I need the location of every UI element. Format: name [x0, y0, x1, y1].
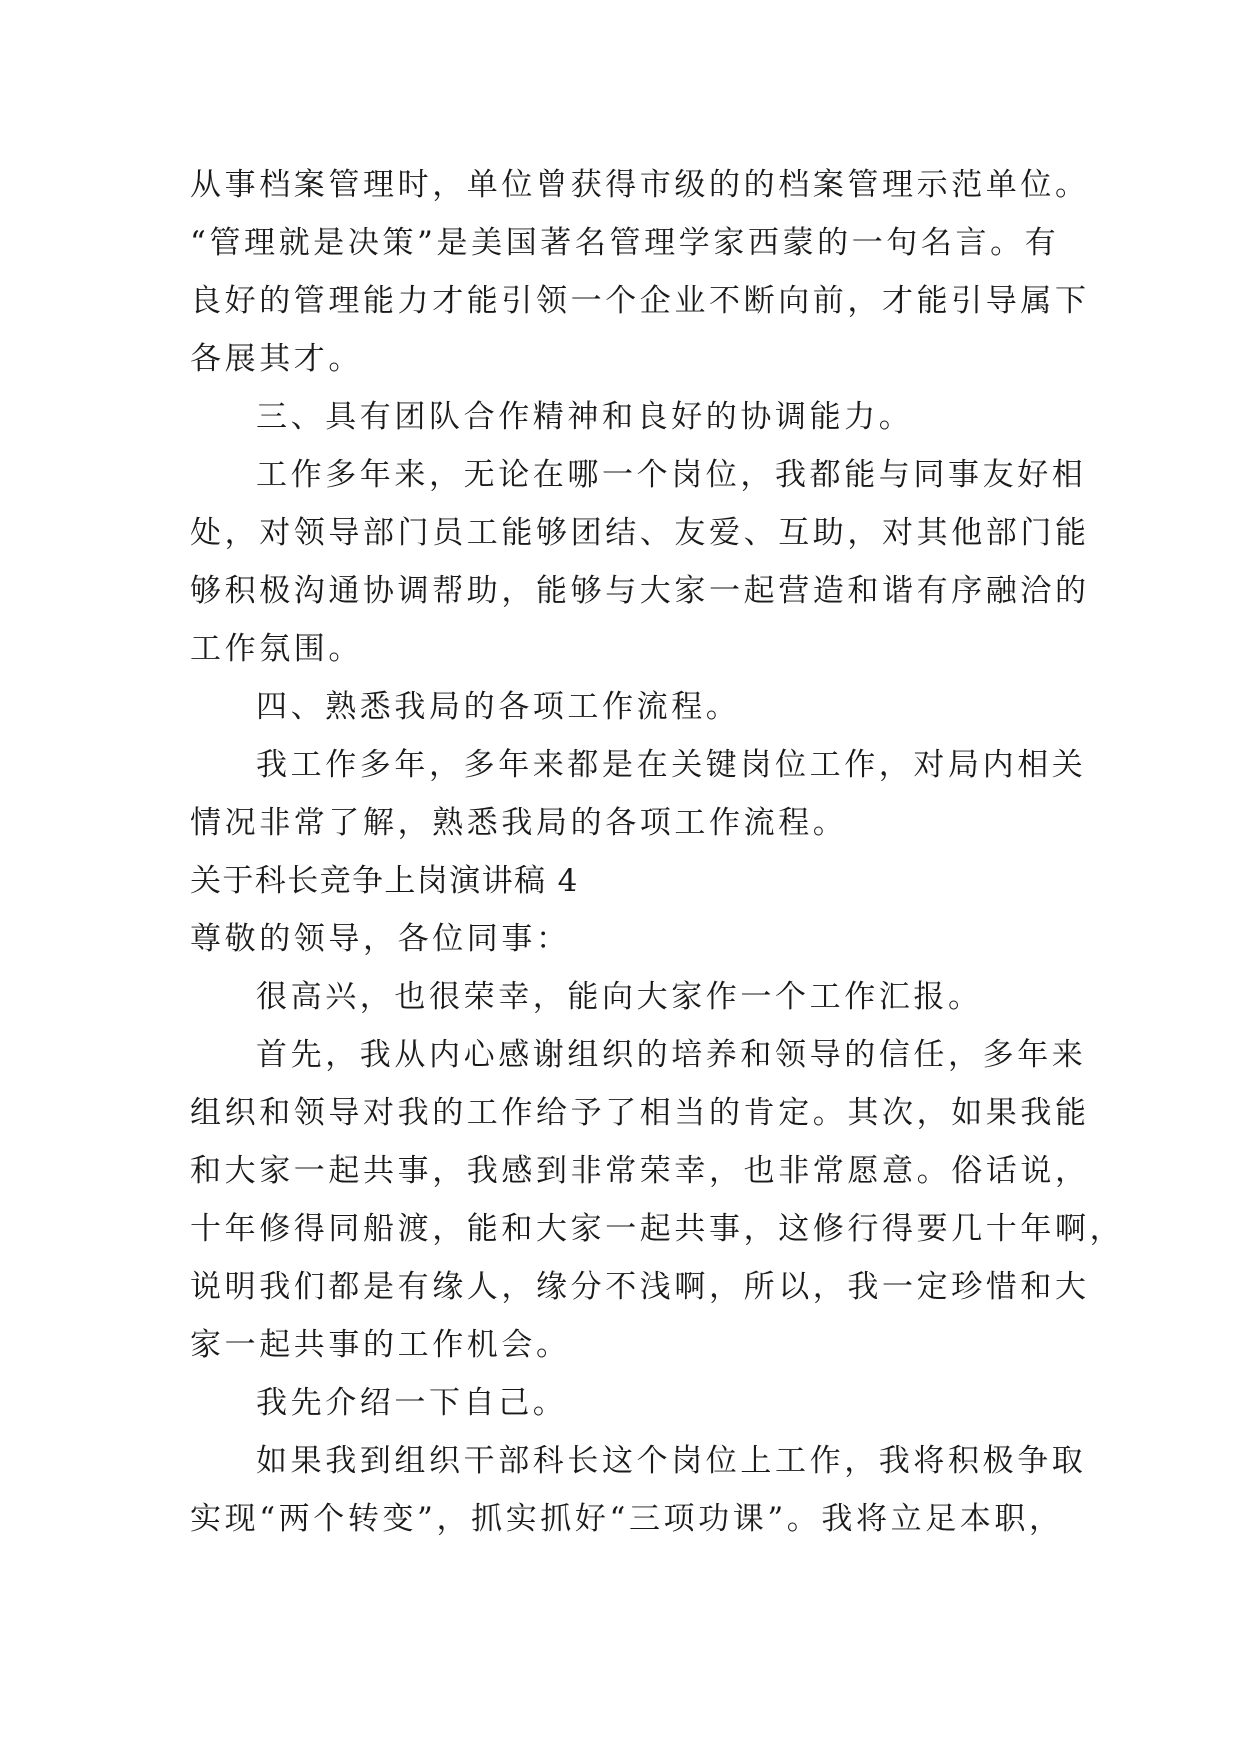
text-line: 很高兴，也很荣幸，能向大家作一个工作汇报。: [256, 979, 983, 1015]
text-line: 良好的管理能力才能引领一个企业不断向前，才能引导属下: [190, 283, 1090, 319]
text-line: 首先，我从内心感谢组织的培养和领导的信任，多年来: [256, 1037, 1087, 1073]
text-line: 各展其才。: [190, 341, 363, 377]
text-line: 我工作多年，多年来都是在关键岗位工作，对局内相关: [256, 747, 1087, 783]
text-line: 从事档案管理时，单位曾获得市级的的档案管理示范单位。: [190, 167, 1090, 203]
text-line: 工作多年来，无论在哪一个岗位，我都能与同事友好相: [256, 457, 1087, 493]
text-line: 处，对领导部门员工能够团结、友爱、互助，对其他部门能: [190, 515, 1090, 551]
speech-title: 关于科长竞争上岗演讲稿 4: [190, 863, 579, 899]
text-line: 工作氛围。: [190, 631, 363, 667]
text-line: 十年修得同船渡，能和大家一起共事，这修行得要几十年啊，: [190, 1211, 1125, 1247]
text-line: 情况非常了解，熟悉我局的各项工作流程。: [190, 805, 848, 841]
section-heading-3: 三、具有团队合作精神和良好的协调能力。: [256, 399, 914, 435]
salutation: 尊敬的领导，各位同事：: [190, 921, 571, 957]
text-line: 家一起共事的工作机会。: [190, 1327, 571, 1363]
text-line: 实现“两个转变”，抓实抓好“三项功课”。我将立足本职，: [190, 1501, 1064, 1537]
text-line: 组织和领导对我的工作给予了相当的肯定。其次，如果我能: [190, 1095, 1090, 1131]
text-line: 说明我们都是有缘人，缘分不浅啊，所以，我一定珍惜和大: [190, 1269, 1090, 1305]
text-line: 和大家一起共事，我感到非常荣幸，也非常愿意。俗话说，: [190, 1153, 1090, 1189]
section-heading-4: 四、熟悉我局的各项工作流程。: [256, 689, 741, 725]
text-line: 如果我到组织干部科长这个岗位上工作，我将积极争取: [256, 1443, 1087, 1479]
text-line: 我先介绍一下自己。: [256, 1385, 568, 1421]
text-line: “管理就是决策”是美国著名管理学家西蒙的一句名言。有: [190, 225, 1060, 261]
document-body: [190, 156, 1125, 1548]
text-line: 够积极沟通协调帮助，能够与大家一起营造和谐有序融洽的: [190, 573, 1090, 609]
